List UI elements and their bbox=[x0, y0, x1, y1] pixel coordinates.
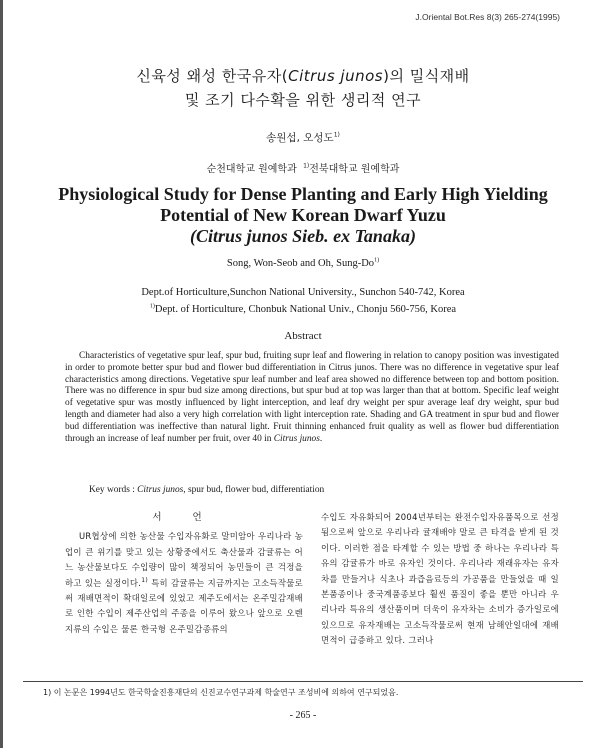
english-affiliation-2-row bbox=[3, 301, 600, 318]
intro-left-mark: 1) bbox=[141, 576, 149, 584]
korean-authors bbox=[3, 130, 600, 145]
intro-right-text: 수입도 자유화되어 2004년부터는 완전수입자유품목으로 선정됨으로써 앞으로 우리나라 귤재배야 말로 큰 타격을 받게 된 것이다. 이러한 점을 타계할 수 있는 방법 중 하나는 우리나라 특유의 감귤류가 바로 유자인 것이다. 우리나라 재래유자는 유자차를 만들거나 식초나 과즙음료등의 가공품을 만들었을 때 일본품종이나 중국계품종보다 훨씬 품질이 좋을 뿐만 아니라 우리나라 특유의 생산품이며 더욱이 유자차는 소비가 증가일로에 있으므로 유자재배는 고소득작물로써 현재 남해안일대에 재배면적이 급증하고 있다. 그러나 bbox=[321, 512, 559, 646]
abstract-body bbox=[65, 351, 559, 445]
korean-affiliations bbox=[3, 160, 600, 175]
abstract-species: Citrus junos bbox=[273, 433, 320, 444]
intro-left-text bbox=[65, 529, 303, 637]
keywords-species: Citrus junos bbox=[137, 485, 184, 495]
english-title-line-1: Physiological Study for Dense Planting and Early High Yielding bbox=[58, 184, 548, 204]
intro-right-column bbox=[321, 510, 559, 649]
intro-heading: 서 언 bbox=[152, 512, 216, 523]
korean-author-mark: 1) bbox=[333, 131, 340, 139]
korean-title bbox=[3, 64, 600, 112]
abstract-text: Characteristics of vegetative spur leaf, spur bud, fruiting supr leaf and flowering in relation to canopy position was investigated in order to promote better spur bud and flower bud differentiation in Citrus junos. There was no difference in vegetative spur leaf characteristics among directions. Vegetative spur leaf number and leaf area showed no difference between top and bottom position. There was no difference in spur bud size among directions, but spur bud at top was larger than that at bottom. Specific leaf weight of vegetative spur was mostly influenced by light interception, and leaf dry weight per spur average leaf dry weight, spur bud length and diameter had also a very high correlation with light interception rate. Shading and GA treatment in spur bud and flower bud differentiation was ineffective than natural light. Fruit thinning enhanced fruit quality as well as flower bud differentiation through an increase of leaf number per fruit, over 40 in bbox=[65, 351, 559, 444]
korean-title-species: Citrus junos bbox=[288, 67, 384, 85]
korean-title-line-1 bbox=[3, 64, 600, 88]
keywords-label: Key words : bbox=[89, 485, 135, 495]
korean-affiliation-mark: 1) bbox=[303, 162, 310, 170]
english-affiliation-2: Dept. of Horticulture, Chonbuk National Univ., Chonju 560-756, Korea bbox=[154, 304, 457, 315]
page-number: - 265 - bbox=[289, 710, 317, 721]
journal-reference: J.Oriental Bot.Res 8(3) 265-274(1995) bbox=[415, 12, 560, 22]
abstract-end: . bbox=[319, 433, 323, 444]
korean-title-line-2: 및 조기 다수확을 위한 생리적 연구 bbox=[184, 91, 422, 109]
english-affiliations bbox=[3, 284, 600, 318]
intro-left-part-1: UR협상에 의한 농산물 수입자유화로 말미암아 우리나라 농업이 큰 위기를 맞고 있는 상황중에서도 축산물과 감귤류는 어느 농산물보다도 수입량이 많이 책정되어 농민들이 큰 걱정을 하고 있는 실정이다. bbox=[65, 531, 303, 588]
intro-left-part-2: 특히 감귤류는 지금까지는 고소득작물로써 재배면적이 확대일로에 있었고 제주도에서는 온주밀감재배로 인한 수입이 제주산업의 주종을 이루어 왔으나 앞으로 오렌지류의 수입은 물론 한국형 온주밀감종류의 bbox=[65, 577, 303, 634]
footnote-divider bbox=[23, 681, 583, 682]
korean-title-post: )의 밀식재배 bbox=[383, 67, 470, 85]
footnote: 1) 이 논문은 1994년도 한국학술진흥재단의 신진교수연구과제 학술연구 조성비에 의하여 연구되었음. bbox=[43, 688, 399, 697]
english-affiliation-1: Dept.of Horticulture,Sunchon National University., Sunchon 540-742, Korea bbox=[141, 287, 465, 298]
keywords bbox=[89, 485, 324, 495]
english-author-names: Song, Won-Seob and Oh, Sung-Do bbox=[226, 258, 375, 269]
abstract-heading: Abstract bbox=[284, 330, 322, 342]
intro-left-column bbox=[65, 510, 303, 637]
korean-title-pre: 신육성 왜성 한국유자( bbox=[136, 67, 289, 85]
english-title-line-2: Potential of New Korean Dwarf Yuzu bbox=[160, 205, 446, 225]
english-title-line-3: (Citrus junos Sieb. ex Tanaka) bbox=[190, 226, 416, 246]
keywords-list: , spur bud, flower bud, differentiation bbox=[183, 485, 325, 495]
english-affiliation-mark: 1) bbox=[149, 303, 155, 310]
english-authors bbox=[3, 258, 600, 269]
korean-affiliation-2: 전북대학교 원예학과 bbox=[309, 164, 400, 175]
english-author-mark: 1) bbox=[374, 257, 380, 264]
korean-author-names: 송원섭, 오성도 bbox=[266, 132, 334, 144]
korean-affiliation-1: 순천대학교 원예학과 bbox=[206, 164, 297, 175]
english-title bbox=[3, 184, 600, 247]
